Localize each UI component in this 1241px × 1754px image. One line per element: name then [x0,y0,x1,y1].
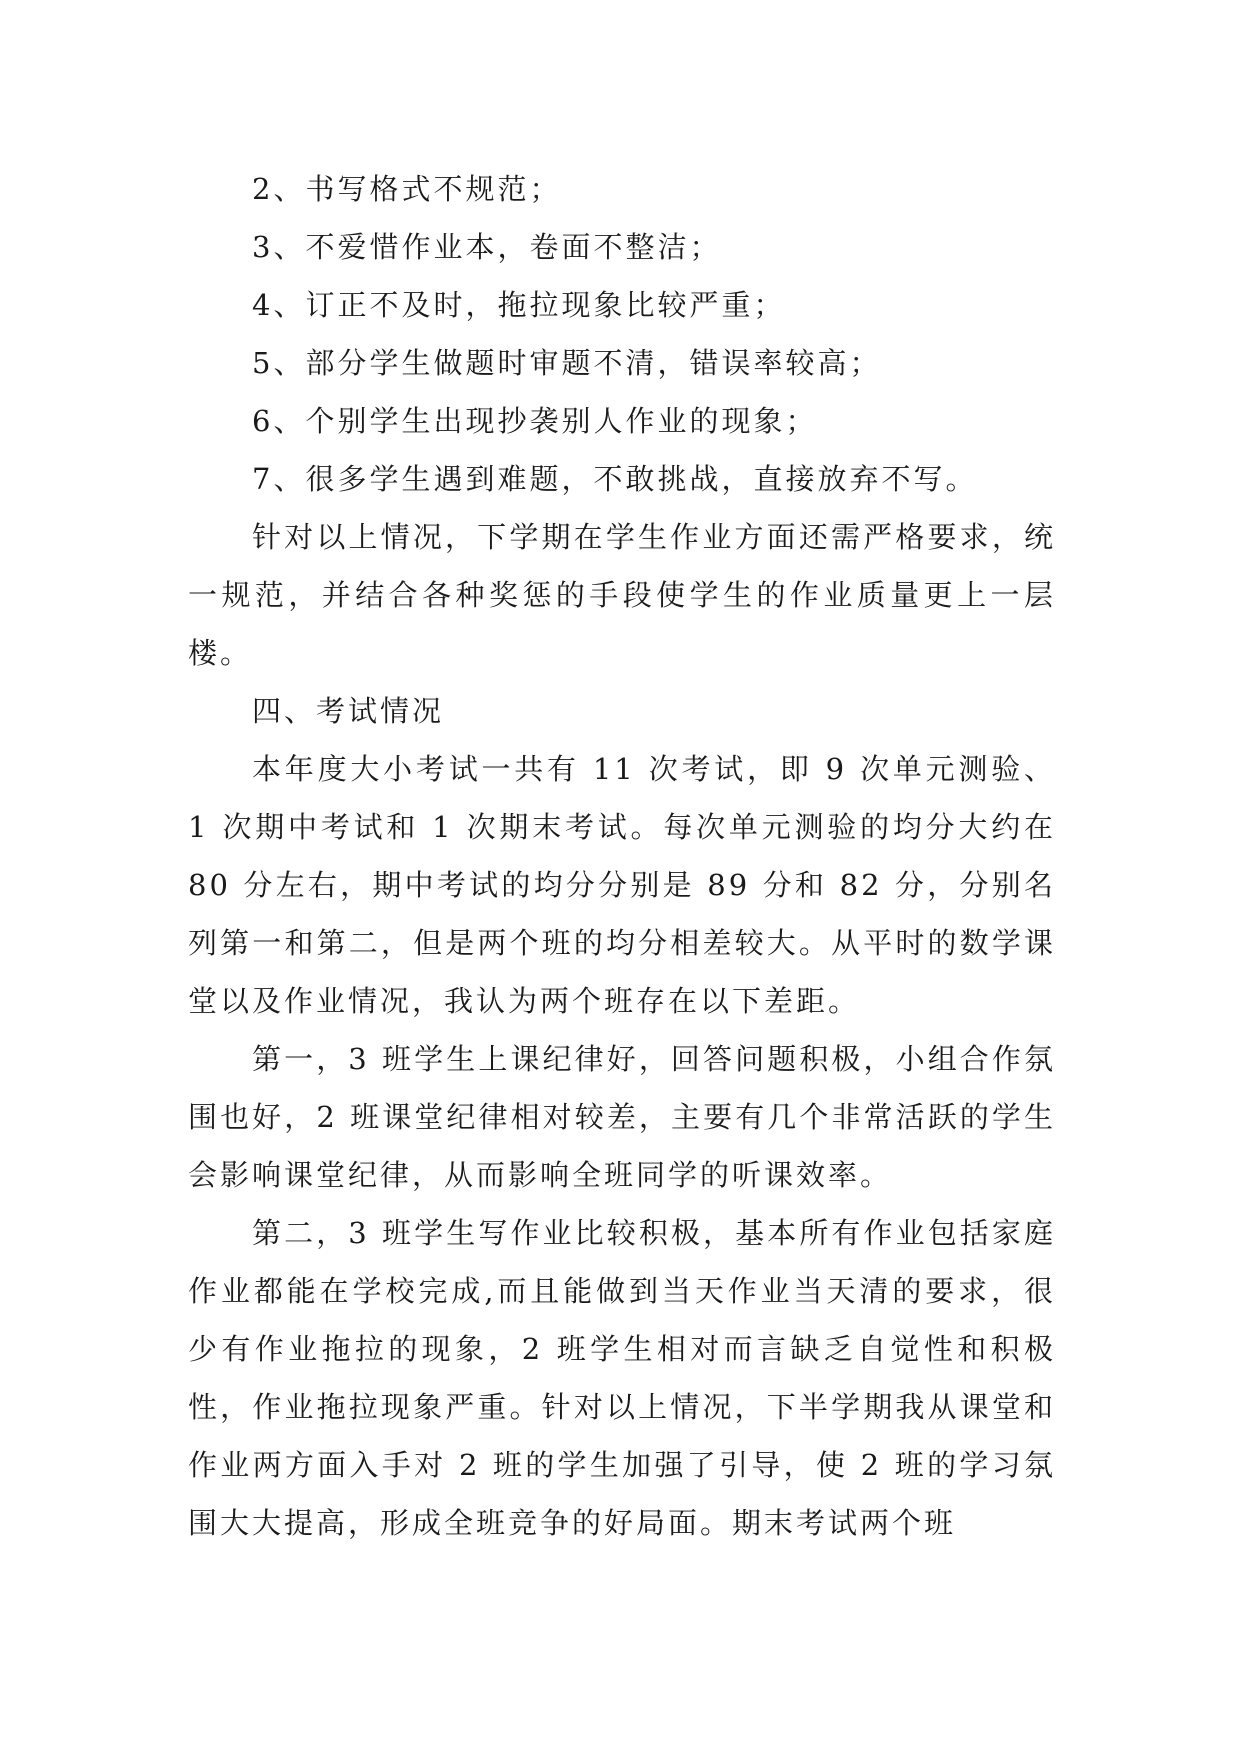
list-item-notebook: 3、不爱惜作业本，卷面不整洁； [252,230,722,264]
section-heading-exams: 四、考试情况 [252,694,445,728]
document-body [188,160,1056,1552]
list-item-correction: 4、订正不及时，拖拉现象比较严重； [252,288,786,322]
difference-second-paragraph: 第二，3 班学生写作业比较积极，基本所有作业包括家庭作业都能在学校完成,而且能做到当天作业当天清的要求，很少有作业拖拉的现象，2 班学生相对而言缺乏自觉性和积极性，作业拖拉现象严重。针对以上情况，下半学期我从课堂和作业两方面入手对 2 班的学生加强了引导，使 2 班的学习氛围大大提高，形成全班竞争的好局面。期末考试两个班 [188,1216,1056,1540]
difference-first-paragraph: 第一，3 班学生上课纪律好，回答问题积极，小组合作氛围也好，2 班课堂纪律相对较差，主要有几个非常活跃的学生会影响课堂纪律，从而影响全班同学的听课效率。 [188,1042,1056,1192]
exam-overview-paragraph: 本年度大小考试一共有 11 次考试，即 9 次单元测验、1 次期中考试和 1 次期末考试。每次单元测验的均分大约在 80 分左右，期中考试的均分分别是 89 分和 82 分，分别名列第一和第二，但是两个班的均分相差较大。从平时的数学课堂以及作业情况，我认为两个班存在以下差距。 [188,752,1056,1018]
list-item-copying: 6、个别学生出现抄袭别人作业的现象； [252,404,818,438]
homework-summary-paragraph: 针对以上情况，下学期在学生作业方面还需严格要求，统一规范，并结合各种奖惩的手段使学生的作业质量更上一层楼。 [188,520,1056,670]
list-item-format: 2、书写格式不规范； [252,172,562,206]
list-item-giving-up: 7、很多学生遇到难题，不敢挑战，直接放弃不写。 [252,462,978,496]
list-item-reading: 5、部分学生做题时审题不清，错误率较高； [252,346,882,380]
